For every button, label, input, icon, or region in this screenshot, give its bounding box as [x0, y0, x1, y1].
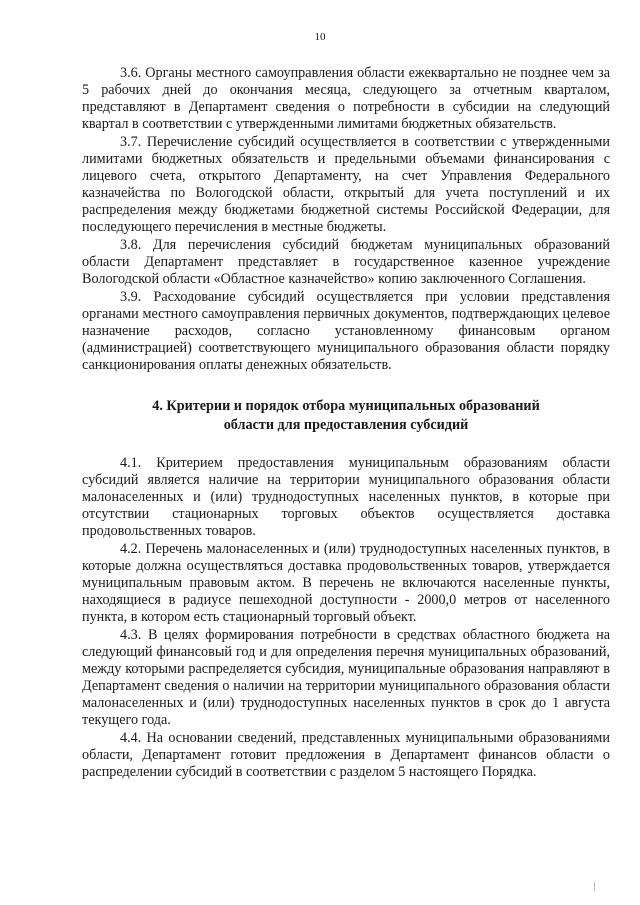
- paragraph-3-8: 3.8. Для перечисления субсидий бюджетам муниципальных образований области Департамент представляет в государственное казенное учреждение Вологодской области «Областное казначейство» копию заключенного Соглашения.: [82, 237, 610, 287]
- paragraph-3-6: 3.6. Органы местного самоуправления области ежеквартально не позднее чем за 5 рабочих дней до окончания месяца, следующего за отчетным кварталом, представляют в Департамент сведения о потребности в субсидии на следующий квартал в соответствии с утвержденными лимитами бюджетных обязательств.: [82, 65, 610, 132]
- paragraph-4-1: 4.1. Критерием предоставления муниципальным образованиям области субсидий является наличие на территории муниципального образования области малонаселенных и (или) труднодоступных населенных пунктов, в которые при отсутствии стационарных торговых объектов осуществляется доставка продовольственных товаров.: [82, 455, 610, 539]
- section-3-body: [82, 65, 610, 375]
- page-number: 10: [314, 31, 326, 43]
- section-4-heading-line-1: 4. Критерии и порядок отбора муниципальных образований: [152, 398, 540, 414]
- scan-artifact-mark: [594, 882, 595, 891]
- paragraph-3-9: 3.9. Расходование субсидий осуществляется при условии представления органами местного самоуправления первичных документов, подтверждающих целевое назначение расходов, согласно установленному финансовым органом (администрацией) соответствующего муниципального образования области порядку санкционирования оплаты денежных обязательств.: [82, 289, 610, 373]
- paragraph-4-3: 4.3. В целях формирования потребности в средствах областного бюджета на следующий финансовый год и для определения перечня муниципальных образований, между которыми распределяется субсидия, муниципальные образования направляют в Департамент сведения о наличии на территории муниципального образования области малонаселенных и (или) труднодоступных населенных пунктов в срок до 1 августа текущего года.: [82, 627, 610, 728]
- section-4-heading-line-2: области для предоставления субсидий: [223, 417, 469, 433]
- section-4-body: [82, 455, 610, 782]
- paragraph-4-2: 4.2. Перечень малонаселенных и (или) труднодоступных населенных пунктов, в которые должна осуществляться доставка продовольственных товаров, утверждается муниципальным правовым актом. В перечень не включаются населенные пункты, находящиеся в радиусе пешеходной доступности - 2000,0 метров от населенного пункта, в котором есть стационарный торговый объект.: [82, 541, 610, 625]
- paragraph-3-7: 3.7. Перечисление субсидий осуществляется в соответствии с утвержденными лимитами бюджетных обязательств и предельными объемами финансирования с лицевого счета, открытого Департаменту, на счет Управления Федерального казначейства по Вологодской области, открытый для учета поступлений и их распределения между бюджетами бюджетной системы Российской Федерации, для последующего перечисления в местные бюджеты.: [82, 134, 610, 235]
- section-4-heading: [82, 397, 610, 435]
- paragraph-4-4: 4.4. На основании сведений, представленных муниципальными образованиями области, Департамент готовит предложения в Департамент финансов области о распределении субсидий в соответствии с разделом 5 настоящего Порядка.: [82, 730, 610, 780]
